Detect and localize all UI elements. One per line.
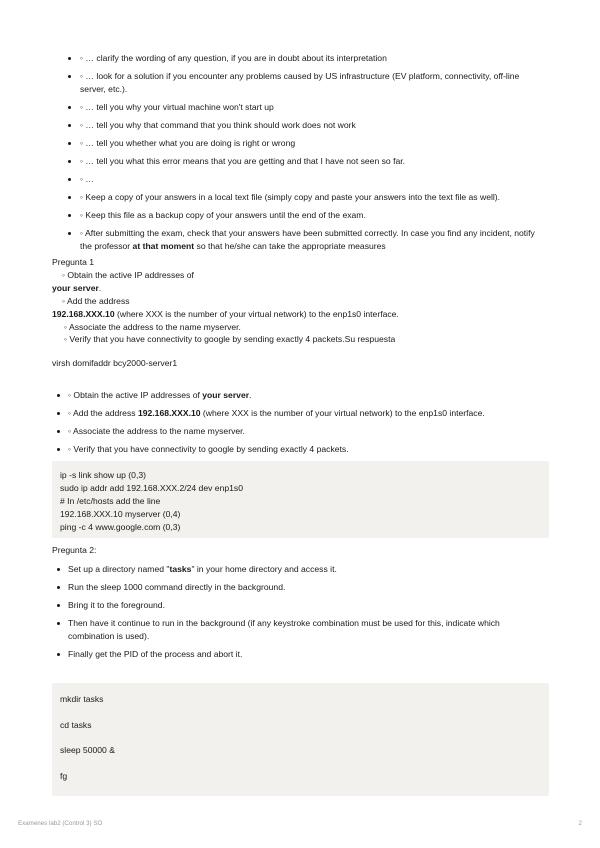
question-1-line: ◦ Add the address [62,295,130,306]
code-line: cd tasks [60,719,92,730]
question-2-heading: Pregunta 2: [52,545,97,555]
list-item: ◦ Associate the address to the name myserver. [56,425,556,438]
list-item: Bring it to the foreground. [56,599,536,612]
text-segment: . [249,390,252,400]
bold-text: your server [202,390,250,400]
text-segment: so that he/she can take the appropriate measures [194,241,386,251]
text-segment: " in your home directory and access it. [191,564,337,574]
bold-text: at that moment [132,241,195,251]
text-segment: ◦ After submitting the exam, check that your answers have been submitted correctly. In case you find any incident, notify the professor [80,228,535,251]
answer-code-block-2 [52,683,549,796]
list-item [56,563,536,576]
bold-text: 192.168.XXX.10 [52,308,115,319]
list-item: ◦ Keep this file as a backup copy of your answers until the end of the exam. [66,209,546,222]
list-item: ◦ … tell you whether what you are doing is right or wrong [66,137,546,150]
list-item: ◦ Keep a copy of your answers in a local text file (simply copy and paste your answers into the text file as well). [66,191,546,204]
list-item: Then have it continue to run in the background (if any keystroke combination must be used for this, indicate which combination is used). [56,617,536,643]
answer-code-block [52,461,549,538]
question-1-line [52,308,552,321]
question-1-line: ◦ Associate the address to the name myserver. [64,321,241,332]
list-item: ◦ … look for a solution if you encounter any problems caused by US infrastructure (EV platform, connectivity, off-line server, etc.). [66,70,546,96]
bold-text: your server [52,282,99,293]
list-item: ◦ … clarify the wording of any question, if you are in doubt about its interpretation [66,52,546,65]
text-segment: ◦ Obtain the active IP addresses of [68,390,203,400]
question-1-list [56,389,556,461]
list-item: Finally get the PID of the process and abort it. [56,648,536,661]
code-line: fg [60,770,68,781]
code-line: ping -c 4 www.google.com (0,3) [60,521,181,532]
list-item: ◦ … tell you what this error means that you are getting and that I have not seen so far. [66,155,546,168]
text-segment: (where XXX is the number of your virtual network) to the enp1s0 interface. [200,408,485,418]
question-2-list [56,563,536,666]
code-line: # In /etc/hosts add the line [60,495,161,506]
bold-text: tasks [169,564,192,574]
answer-text: virsh domifaddr bcy2000-server1 [52,358,178,368]
code-line: sudo ip addr add 192.168.XXX.2/24 dev enp1s0 [60,482,243,493]
text-segment: ◦ Add the address [68,408,138,418]
list-item: ◦ … tell you why that command that you think should work does not work [66,119,546,132]
text-segment: . [98,282,102,293]
question-1-line [52,282,552,295]
list-item: ◦ Verify that you have connectivity to google by sending exactly 4 packets. [56,443,556,456]
code-line: mkdir tasks [60,694,104,704]
instructions-list [66,52,546,258]
page-number: 2 [578,820,582,827]
bold-text: 192.168.XXX.10 [137,408,201,418]
question-1-block [52,256,552,346]
code-line: sleep 50000 & [60,745,115,756]
list-item [56,389,556,402]
text-segment: (where XXX is the number of your virtual network) to the enp1s0 interface. [114,308,399,319]
question-1-line: ◦ Obtain the active IP addresses of [62,269,194,280]
list-item: ◦ … [66,173,546,186]
list-item: ◦ … tell you why your virtual machine won't start up [66,101,546,114]
list-item: Run the sleep 1000 command directly in the background. [56,581,536,594]
text-segment: Set up a directory named " [68,564,170,574]
code-line: 192.168.XXX.10 myserver (0,4) [60,508,181,519]
question-1-heading: Pregunta 1 [52,257,95,267]
footer-title: Examenes lab2 (Control 3) SO [18,820,103,827]
question-1-line: ◦ Verify that you have connectivity to google by sending exactly 4 packets.Su respuesta [64,334,396,345]
list-item [66,227,546,253]
code-line: ip -s link show up (0,3) [60,470,146,480]
list-item [56,407,556,420]
